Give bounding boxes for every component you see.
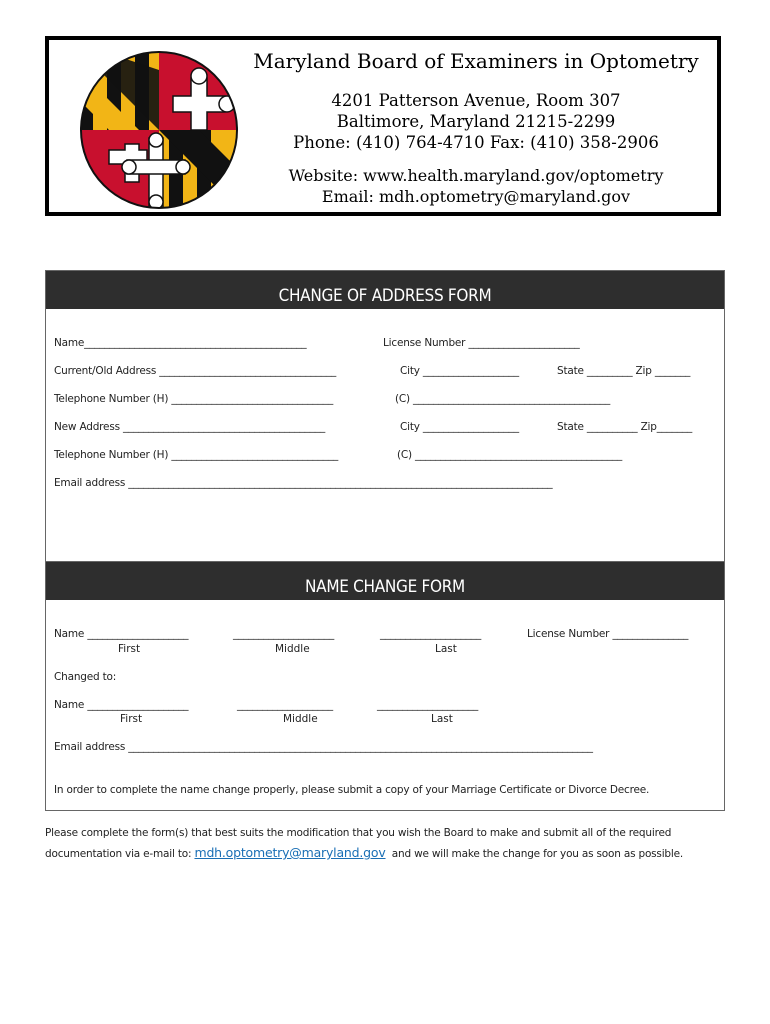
board-email-link[interactable]: mdh.optometry@maryland.gov [194, 845, 386, 860]
email-address-field[interactable]: Email address ____________________________________________________________________________________ [54, 477, 553, 489]
name-email-address-field[interactable]: Email address ____________________________________________________________________________________________ [54, 741, 593, 753]
changed-to-label: Changed to: [54, 671, 117, 683]
new-middle-name-field[interactable]: ___________________ [237, 699, 333, 711]
last-label: Last [435, 643, 457, 655]
footer-line-2 [45, 843, 725, 864]
new-city-field[interactable]: City ___________________ [400, 421, 519, 433]
new-state-zip-field[interactable]: State __________ Zip_______ [557, 421, 693, 433]
name-change-section [45, 561, 725, 811]
old-phone-home-field[interactable]: Telephone Number (H) ________________________________ [54, 393, 334, 405]
old-address-field[interactable]: Current/Old Address ___________________________________ [54, 365, 337, 377]
middle-label-2: Middle [283, 713, 318, 725]
first-label-2: First [120, 713, 143, 725]
old-state-zip-field[interactable]: State _________ Zip _______ [557, 365, 691, 377]
old-city-field[interactable]: City ___________________ [400, 365, 519, 377]
new-last-name-field[interactable]: ____________________ [377, 699, 479, 711]
middle-label: Middle [275, 643, 310, 655]
current-first-name-field[interactable]: Name ____________________ [54, 628, 189, 640]
change-of-address-title: CHANGE OF ADDRESS FORM [46, 271, 724, 309]
old-phone-cell-field[interactable]: (C) _______________________________________ [395, 393, 611, 405]
name-change-note: In order to complete the name change properly, please submit a copy of your Marriage Certificate or Divorce Decree. [54, 784, 650, 796]
footer-line-1: Please complete the form(s) that best suits the modification that you wish the Board to make and submit all of the required [45, 827, 672, 839]
instructions-footer [45, 824, 725, 864]
name-field[interactable]: Name____________________________________________ [54, 337, 307, 349]
maryland-flag-seal-icon [79, 50, 239, 210]
new-first-name-field[interactable]: Name ____________________ [54, 699, 189, 711]
new-phone-cell-field[interactable]: (C) _________________________________________ [397, 449, 623, 461]
email-line: Email: mdh.optometry@maryland.gov [321, 187, 631, 206]
license-number-field[interactable]: License Number ______________________ [383, 337, 580, 349]
current-middle-name-field[interactable]: ____________________ [233, 628, 335, 640]
address-line-1: 4201 Patterson Avenue, Room 307 [331, 91, 621, 110]
phone-fax-line: Phone: (410) 764-4710 Fax: (410) 358-2906 [293, 133, 659, 152]
new-address-field[interactable]: New Address ________________________________________ [54, 421, 325, 433]
current-last-name-field[interactable]: ____________________ [380, 628, 482, 640]
last-label-2: Last [431, 713, 453, 725]
letterhead [45, 36, 721, 216]
new-phone-home-field[interactable]: Telephone Number (H) _________________________________ [54, 449, 339, 461]
name-change-title: NAME CHANGE FORM [46, 562, 724, 600]
change-of-address-section [45, 270, 725, 562]
footer-suffix: and we will make the change for you as soon as possible. [385, 848, 684, 860]
first-label: First [118, 643, 141, 655]
website-line: Website: www.health.maryland.gov/optometry [288, 166, 664, 185]
address-line-2: Baltimore, Maryland 21215-2299 [336, 112, 616, 131]
letterhead-text [249, 46, 703, 207]
board-name: Maryland Board of Examiners in Optometry [253, 49, 699, 73]
footer-prefix: documentation via e-mail to: [45, 848, 195, 860]
name-license-number-field[interactable]: License Number _______________ [527, 628, 689, 640]
